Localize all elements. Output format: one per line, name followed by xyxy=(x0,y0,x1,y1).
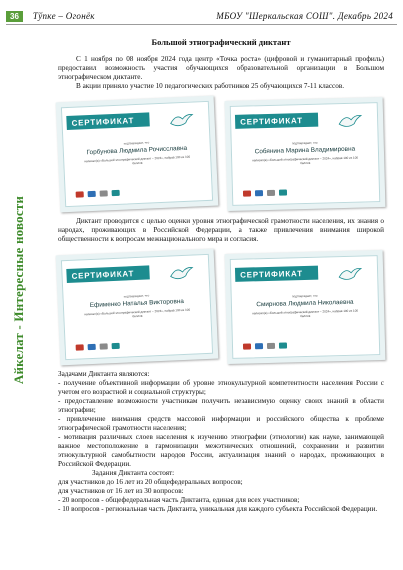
task-item: - получение объективной информации об уровне этнокультурной компетентности населения России с учетом его возрастной и социальной структуры; xyxy=(58,379,384,396)
composition-item: для участников до 16 лет из 20 общефедеральных вопросов; xyxy=(58,478,243,486)
certificate-image xyxy=(225,97,386,211)
certificate-banner: СЕРТИФИКАТ xyxy=(235,113,318,129)
bird-emblem-icon xyxy=(168,110,195,129)
certificate-confirm: подтверждает, что xyxy=(291,293,318,299)
certificate-name: Смирнова Людмила Николаевна xyxy=(256,298,354,309)
certificate-row-2 xyxy=(58,252,384,362)
certificate-name: Собянина Марина Владимировна xyxy=(254,145,356,156)
partner-logos xyxy=(76,343,120,351)
paragraph-participants: В акции приняло участие 10 педагогических работников 25 обучающихся 7-11 классов. xyxy=(76,82,345,90)
certificate-description: написал(а) «Большой этнографический диктант – 2024», набрав 100 из 100 баллов xyxy=(84,307,191,319)
page-number: 36 xyxy=(6,11,23,22)
bird-emblem-icon xyxy=(337,111,363,130)
partner-logos xyxy=(243,189,287,196)
issue-info: МБОУ "Шеркальская СОШ". Декабрь 2024 xyxy=(216,11,393,21)
task-item: - предоставление возможности участникам получить независимую оценку своих знаний в области этнографии; xyxy=(58,397,384,414)
certificate-banner: СЕРТИФИКАТ xyxy=(66,265,150,283)
certificate-name: Горбунова Людмила Рочисславна xyxy=(86,144,188,157)
certificate-image xyxy=(56,96,219,213)
page-header xyxy=(6,9,397,23)
header-divider xyxy=(6,24,397,25)
bird-emblem-icon xyxy=(168,263,195,282)
certificate-description: написал(а) «Большой этнографический диктант – 2024», набрав 100 из 100 баллов xyxy=(84,154,191,166)
newspaper-title: Тўпке – Огонёк xyxy=(32,11,95,21)
certificate-image xyxy=(225,250,386,364)
composition-item: - 20 вопросов - общефедеральная часть Диктанта, единая для всех участников; xyxy=(58,496,300,504)
certificate-name: Ефименко Наталья Викторовна xyxy=(89,297,185,310)
paragraph-purpose: Диктант проводится с целью оценки уровня этнографической грамотности населения, их знания о народах, проживающих в Российской Федерации, а также привлечения внимания широкой общественности к вопросам межнационального мира и согласия. xyxy=(58,217,384,243)
composition-item: для участников от 16 лет из 30 вопросов: xyxy=(58,487,184,495)
rubric-label: Айкелат - Интересные новости xyxy=(11,195,26,385)
partner-logos xyxy=(76,190,120,198)
certificate-description: написал(а) «Большой этнографический диктант – 2024», набрав 100 из 100 баллов xyxy=(252,308,359,319)
certificate-description: написал(а) «Большой этнографический диктант – 2024», набрав 100 из 100 баллов xyxy=(252,155,359,166)
composition-item: - 10 вопросов - региональная часть Диктанта, уникальная для каждого субъекта Российской Федерации. xyxy=(58,505,378,513)
certificate-confirm: подтверждает, что xyxy=(123,293,150,299)
certificate-banner: СЕРТИФИКАТ xyxy=(235,266,318,282)
paragraph-intro: С 1 ноября по 08 ноября 2024 года центр «Точка роста» (цифровой и гуманитарный профиль) предоставил возможность участия обучающихся образовательной организации в Большом этнографическом диктанте. xyxy=(58,55,384,81)
side-rubric xyxy=(10,140,28,440)
certificate-image xyxy=(56,249,219,366)
certificate-banner: СЕРТИФИКАТ xyxy=(66,112,150,130)
task-item: - мотивация различных слоев населения к изучению этнографии (этнологии) как науке, занимающей важное местоположение в гармонизации межэтнических отношений, сохранении и развитии этнокультурной самобытности народов России, актуализация знаний о народах, проживающих в Российской Федерации. xyxy=(58,433,384,468)
certificate-row-1 xyxy=(58,99,384,209)
article xyxy=(58,38,384,514)
certificate-confirm: подтверждает, что xyxy=(291,140,318,146)
bird-emblem-icon xyxy=(337,264,363,283)
composition-heading: Задания Диктанта состоят: xyxy=(92,469,175,477)
partner-logos xyxy=(243,342,287,349)
tasks-heading: Задачами Диктанта являются: xyxy=(58,370,150,378)
task-item: - привлечение внимания средств массовой информации и российского общества к проблеме этнографической грамотности населения; xyxy=(58,415,384,432)
certificate-confirm: подтверждает, что xyxy=(123,140,150,146)
article-title: Большой этнографический диктант xyxy=(151,37,291,47)
